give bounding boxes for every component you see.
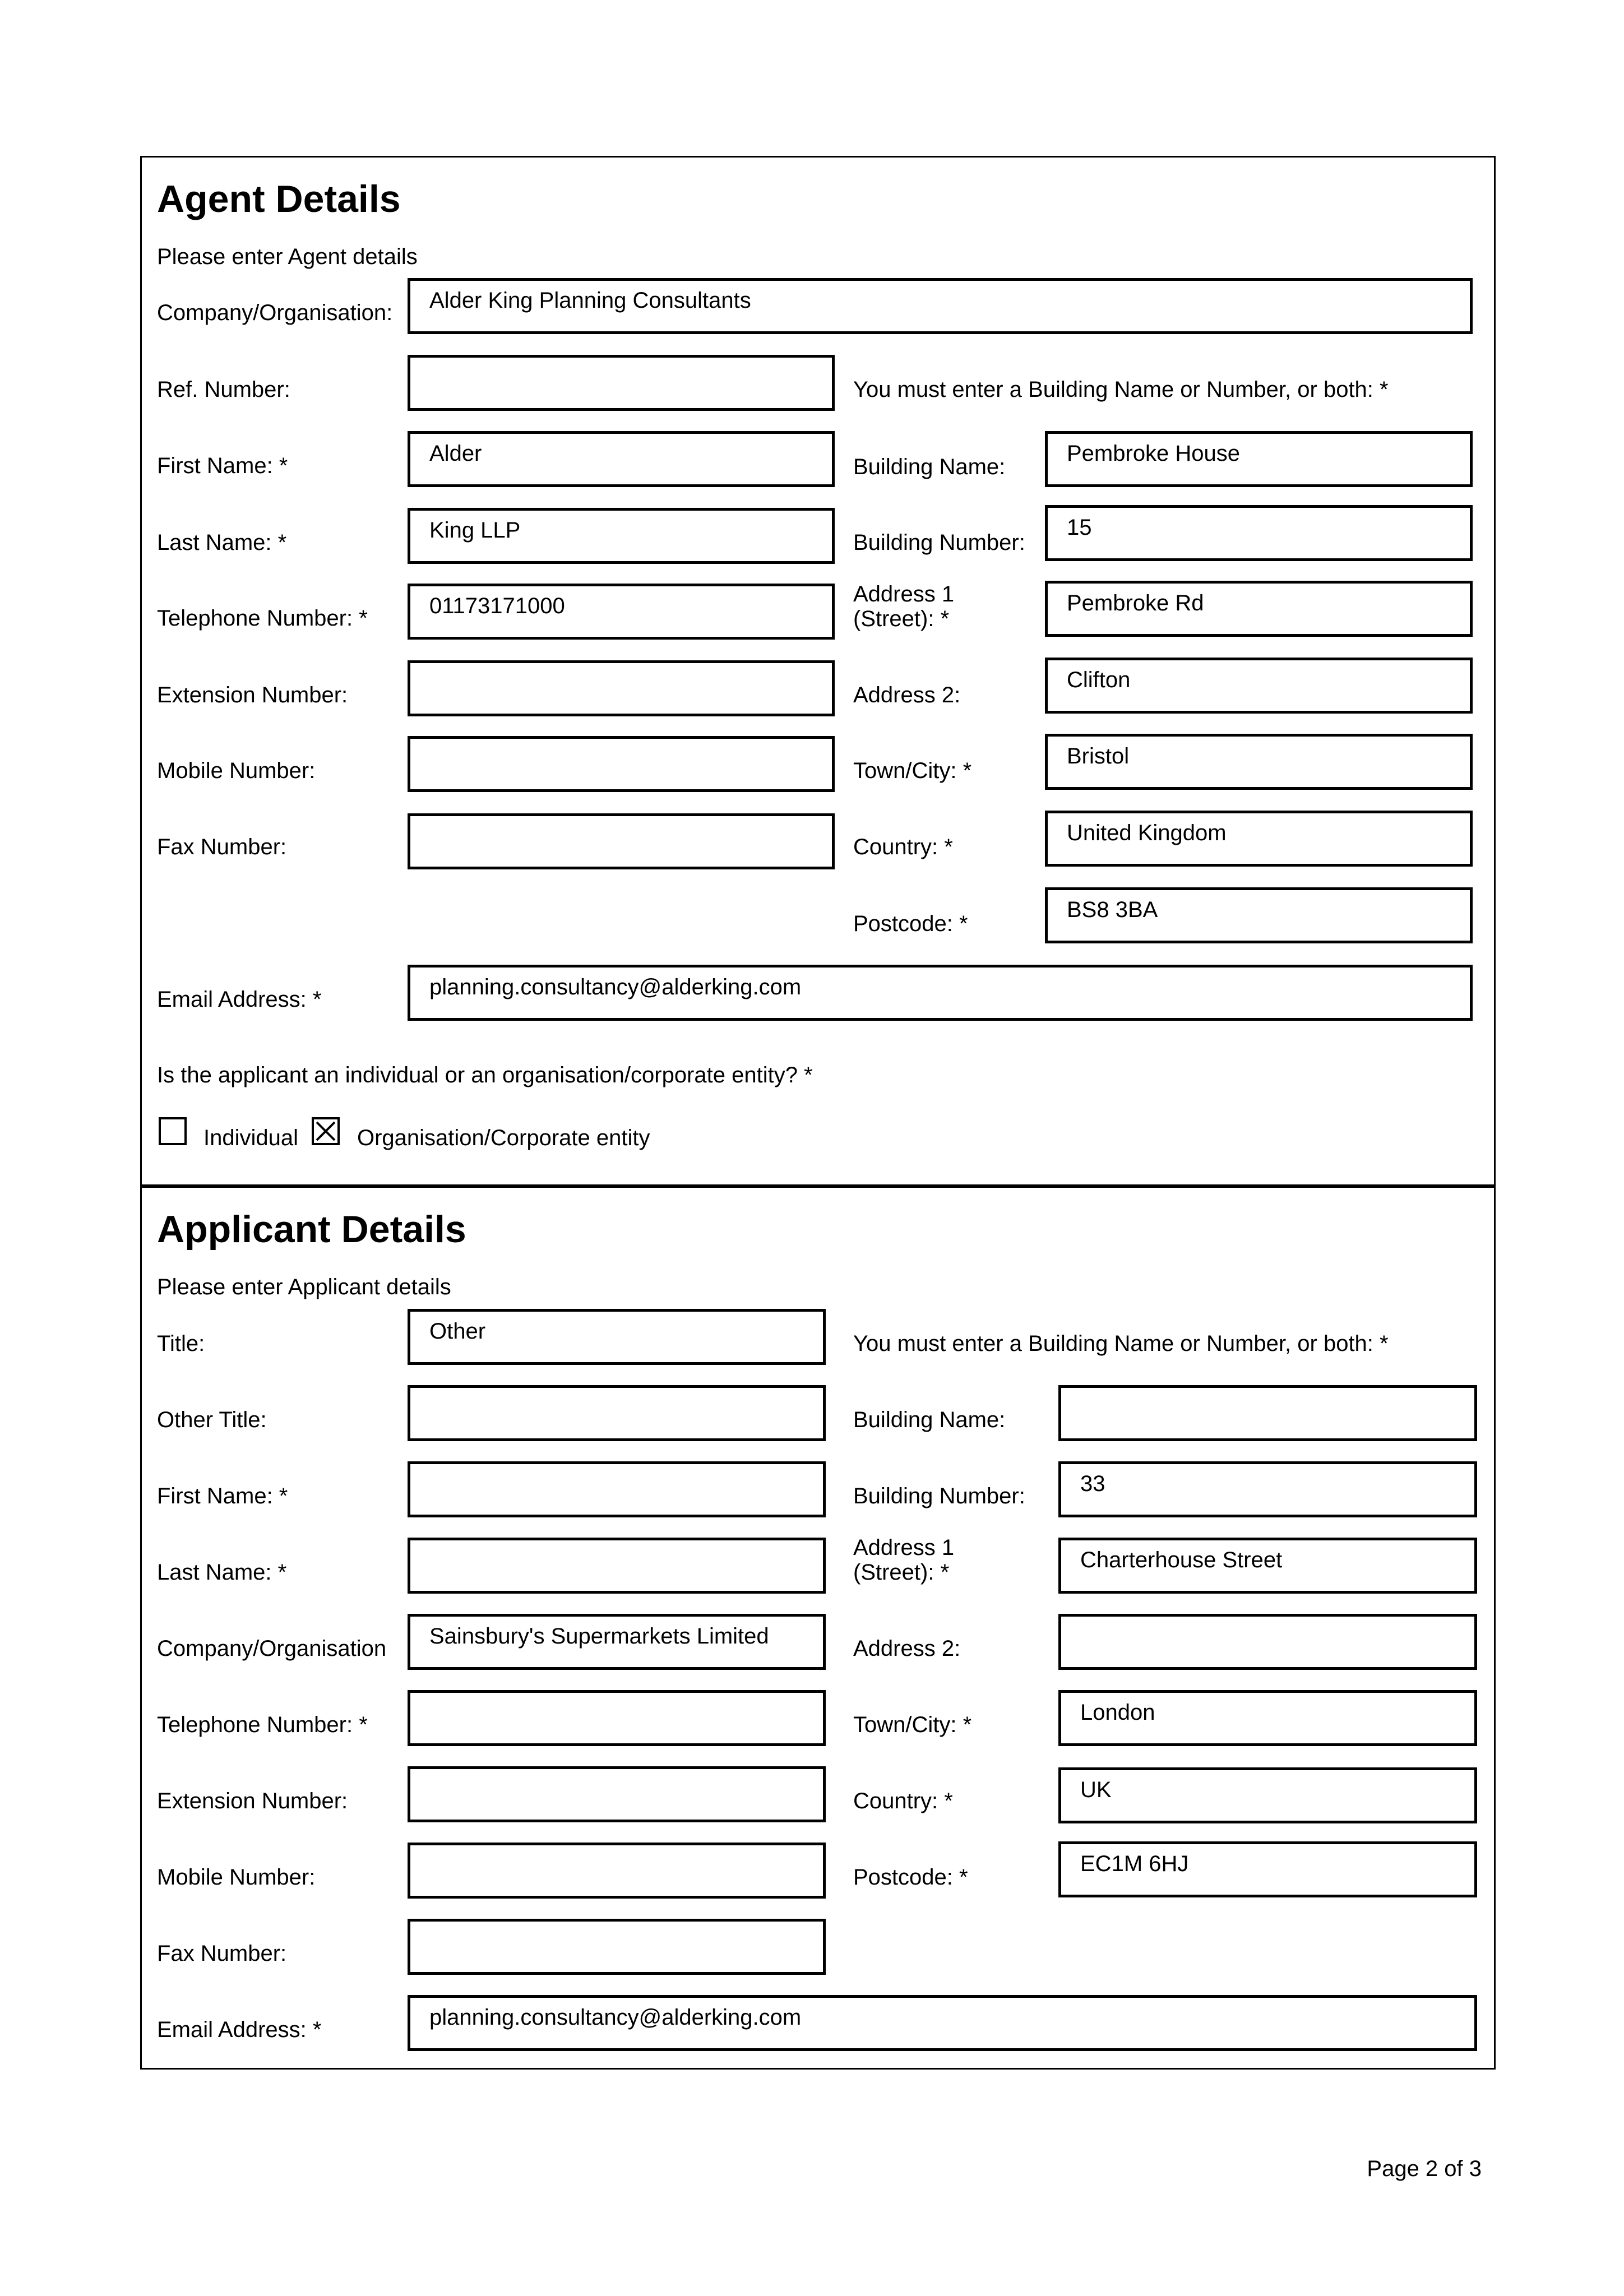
telephone-field[interactable] — [408, 1690, 826, 1746]
fax-label: Fax Number: — [157, 1941, 287, 1966]
checkbox-cross-icon — [314, 1119, 337, 1143]
applicant-details-section — [140, 1185, 1496, 2070]
first-name-field[interactable]: Alder — [408, 431, 835, 487]
extension-field[interactable] — [408, 1766, 826, 1822]
extension-label: Extension Number: — [157, 1789, 348, 1813]
town-field[interactable]: London — [1058, 1690, 1477, 1746]
town-field[interactable]: Bristol — [1045, 734, 1473, 790]
agent-details-section — [140, 156, 1496, 1186]
title-label: Title: — [157, 1331, 205, 1356]
extension-label: Extension Number: — [157, 683, 348, 707]
fax-field[interactable] — [408, 813, 835, 869]
address1-label-line1: Address 1 — [853, 1535, 955, 1560]
address2-label: Address 2: — [853, 683, 961, 707]
telephone-label: Telephone Number: * — [157, 1712, 368, 1737]
building-number-label: Building Number: — [853, 1484, 1025, 1508]
town-label: Town/City: * — [853, 1712, 972, 1737]
organisation-checkbox[interactable] — [312, 1117, 340, 1145]
mobile-field[interactable] — [408, 736, 835, 792]
organisation-option-label: Organisation/Corporate entity — [357, 1126, 650, 1150]
other-title-field[interactable] — [408, 1385, 826, 1441]
building-note: You must enter a Building Name or Number, or both: * — [853, 1331, 1389, 1356]
mobile-label: Mobile Number: — [157, 1865, 316, 1890]
postcode-field[interactable]: EC1M 6HJ — [1058, 1841, 1477, 1897]
address1-label — [853, 582, 954, 631]
last-name-field[interactable] — [408, 1538, 826, 1594]
first-name-field[interactable] — [408, 1461, 826, 1517]
address1-field[interactable]: Charterhouse Street — [1058, 1538, 1477, 1594]
country-label: Country: * — [853, 835, 953, 859]
email-label: Email Address: * — [157, 2017, 322, 2042]
building-note: You must enter a Building Name or Number, or both: * — [853, 377, 1389, 402]
building-number-field[interactable]: 15 — [1045, 505, 1473, 561]
postcode-label: Postcode: * — [853, 911, 968, 936]
title-field[interactable]: Other — [408, 1309, 826, 1365]
company-field[interactable]: Sainsbury's Supermarkets Limited — [408, 1614, 826, 1670]
company-label: Company/Organisation: — [157, 300, 393, 325]
email-field[interactable]: planning.consultancy@alderking.com — [408, 965, 1473, 1021]
company-label: Company/Organisation — [157, 1636, 387, 1661]
first-name-label: First Name: * — [157, 453, 288, 478]
mobile-label: Mobile Number: — [157, 758, 316, 783]
address1-label-line2: (Street): * — [853, 1560, 950, 1585]
address1-label — [853, 1535, 954, 1585]
first-name-label: First Name: * — [157, 1484, 288, 1508]
fax-label: Fax Number: — [157, 835, 287, 859]
country-label: Country: * — [853, 1789, 953, 1813]
building-number-label: Building Number: — [853, 530, 1025, 555]
last-name-label: Last Name: * — [157, 530, 287, 555]
address2-field[interactable]: Clifton — [1045, 658, 1473, 714]
building-name-label: Building Name: — [853, 1408, 1006, 1432]
address2-label: Address 2: — [853, 1636, 961, 1661]
individual-checkbox[interactable] — [159, 1117, 187, 1145]
section-title: Agent Details — [157, 178, 401, 220]
extension-field[interactable] — [408, 660, 835, 716]
telephone-field[interactable]: 01173171000 — [408, 584, 835, 640]
building-name-label: Building Name: — [853, 455, 1006, 479]
postcode-label: Postcode: * — [853, 1865, 968, 1890]
section-intro: Please enter Applicant details — [157, 1275, 451, 1299]
mobile-field[interactable] — [408, 1843, 826, 1899]
ref-number-field[interactable] — [408, 355, 835, 411]
postcode-field[interactable]: BS8 3BA — [1045, 887, 1473, 943]
company-field[interactable]: Alder King Planning Consultants — [408, 278, 1473, 334]
section-intro: Please enter Agent details — [157, 244, 418, 269]
town-label: Town/City: * — [853, 758, 972, 783]
last-name-label: Last Name: * — [157, 1560, 287, 1585]
other-title-label: Other Title: — [157, 1408, 267, 1432]
building-name-field[interactable]: Pembroke House — [1045, 431, 1473, 487]
country-field[interactable]: UK — [1058, 1767, 1477, 1823]
building-number-field[interactable]: 33 — [1058, 1461, 1477, 1517]
email-label: Email Address: * — [157, 987, 322, 1012]
country-field[interactable]: United Kingdom — [1045, 811, 1473, 867]
applicant-type-question: Is the applicant an individual or an organisation/corporate entity? * — [157, 1063, 813, 1087]
building-name-field[interactable] — [1058, 1385, 1477, 1441]
address1-field[interactable]: Pembroke Rd — [1045, 581, 1473, 637]
ref-number-label: Ref. Number: — [157, 377, 290, 402]
telephone-label: Telephone Number: * — [157, 606, 368, 631]
address1-label-line2: (Street): * — [853, 607, 950, 631]
section-title: Applicant Details — [157, 1208, 466, 1251]
last-name-field[interactable]: King LLP — [408, 508, 835, 564]
individual-option-label: Individual — [203, 1126, 299, 1150]
email-field[interactable]: planning.consultancy@alderking.com — [408, 1995, 1477, 2051]
page-number: Page 2 of 3 — [1367, 2156, 1482, 2181]
address2-field[interactable] — [1058, 1614, 1477, 1670]
address1-label-line1: Address 1 — [853, 582, 955, 607]
fax-field[interactable] — [408, 1919, 826, 1975]
